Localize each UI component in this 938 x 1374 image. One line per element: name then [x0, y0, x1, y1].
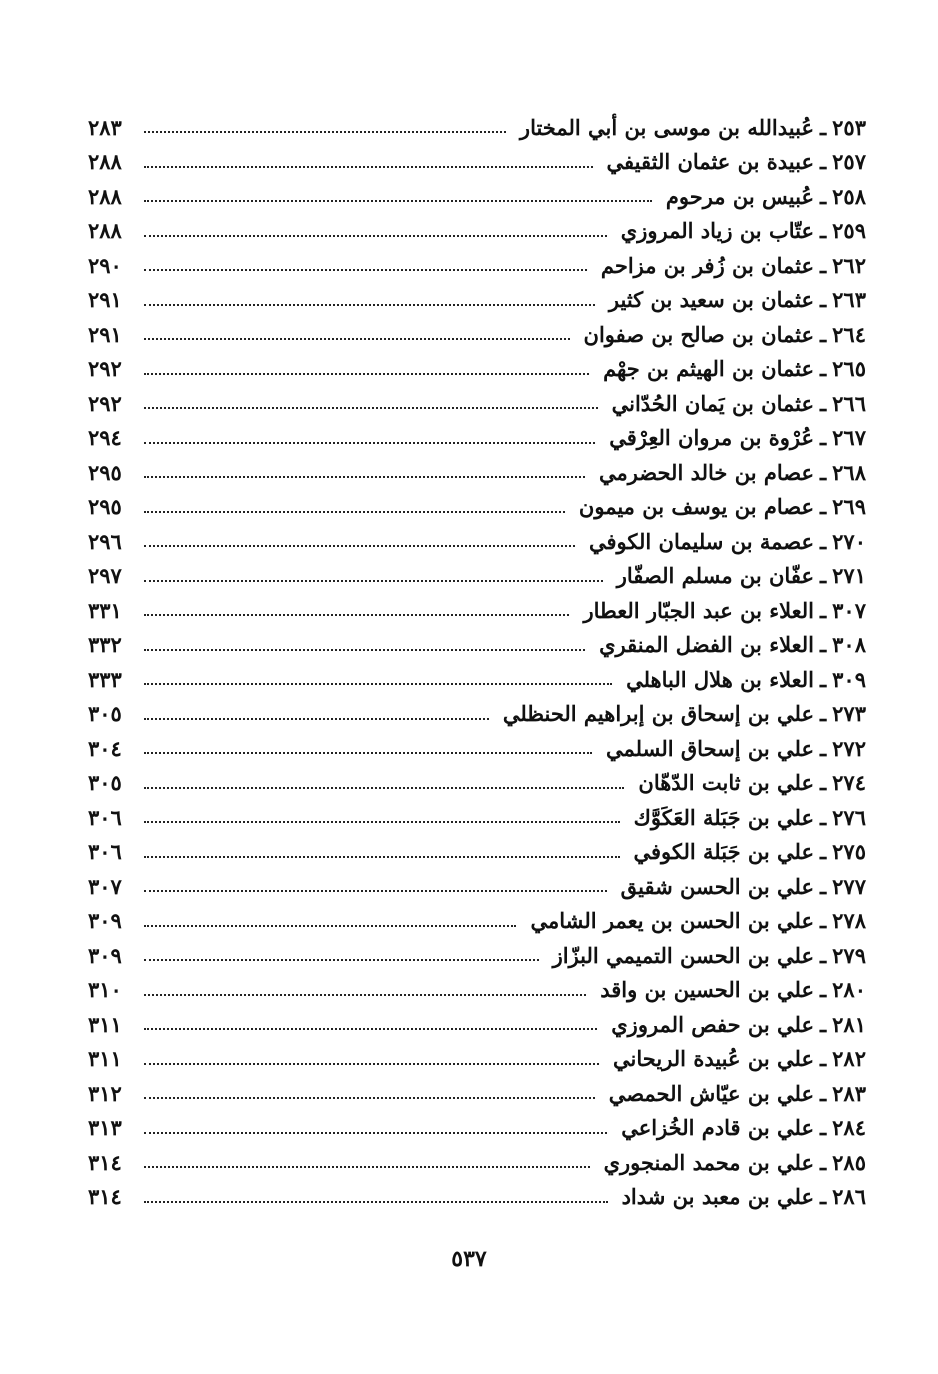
entry-name: علي بن ثابت الدّهّان [638, 770, 814, 796]
entry-number: ٢٨٠ [832, 977, 866, 1003]
entry-separator: ـ [820, 494, 827, 520]
entry-separator: ـ [820, 390, 827, 416]
entry-name: العلاء بن هلال الباهلي [626, 666, 814, 692]
entry-page-ref: ٣٣٣ [88, 666, 122, 692]
index-entry [88, 1145, 866, 1180]
entry-number: ٢٧٠ [832, 528, 866, 554]
dot-leader [144, 235, 607, 237]
entry-separator: ـ [820, 597, 827, 623]
dot-leader [144, 925, 516, 927]
entry-separator: ـ [820, 1011, 827, 1037]
entry-name: العلاء بن عبد الجبّار العطار [583, 597, 814, 623]
index-entry [88, 973, 866, 1008]
entry-name: عصمة بن سليمان الكوفي [589, 528, 814, 554]
entry-separator: ـ [820, 252, 827, 278]
dot-leader [144, 994, 586, 996]
entry-number: ٢٥٩ [832, 218, 866, 244]
dot-leader [144, 1201, 608, 1203]
entry-name: عصام بن يوسف بن ميمون [578, 494, 814, 520]
entry-number: ٢٥٣ [832, 114, 866, 140]
dot-leader [144, 476, 585, 478]
entry-separator: ـ [820, 942, 827, 968]
entry-separator: ـ [820, 183, 827, 209]
entry-page-ref: ٢٨٨ [88, 218, 122, 244]
entry-page-ref: ٢٨٨ [88, 149, 122, 175]
index-entry [88, 386, 866, 421]
entry-page-ref: ٣٣٢ [88, 632, 122, 658]
entry-separator: ـ [820, 770, 827, 796]
index-entry [88, 179, 866, 214]
entry-number: ٢٥٨ [832, 183, 866, 209]
entry-page-ref: ٣٠٥ [88, 701, 122, 727]
dot-leader [144, 1097, 595, 1099]
entry-number: ٢٨٢ [832, 1046, 866, 1072]
entry-name: علي بن الحسن بن يعمر الشامي [530, 908, 814, 934]
entry-page-ref: ٣٠٩ [88, 942, 122, 968]
entry-number: ٢٧٤ [832, 770, 866, 796]
entry-number: ٢٨٦ [832, 1184, 866, 1210]
entry-name: علي بن الحسن شقيق [620, 873, 814, 899]
entry-number: ٢٥٧ [832, 149, 866, 175]
entry-page-ref: ٢٩٢ [88, 390, 122, 416]
entry-separator: ـ [820, 1115, 827, 1141]
entry-name: علي بن جَبَلة العَكَوَّك [633, 804, 814, 830]
entry-name: علي بن قادم الخُزاعي [621, 1115, 814, 1141]
entry-separator: ـ [820, 459, 827, 485]
entry-page-ref: ٣١٤ [88, 1184, 122, 1210]
entry-name: عفّان بن مسلم الصفّار [616, 563, 814, 589]
entry-number: ٢٦٤ [832, 321, 866, 347]
entry-number: ٢٨٣ [832, 1080, 866, 1106]
index-entry [88, 1076, 866, 1111]
dot-leader [144, 545, 575, 547]
dot-leader [144, 442, 595, 444]
entry-page-ref: ٢٩١ [88, 321, 122, 347]
entry-number: ٢٦٩ [832, 494, 866, 520]
entry-name: عُبيدالله بن موسى بن أبي المختار [519, 114, 814, 140]
entry-name: علي بن الحسين بن واقد [600, 977, 814, 1003]
entry-page-ref: ٣٠٦ [88, 839, 122, 865]
entry-name: عثمان بن صالح بن صفوان [583, 321, 814, 347]
index-entry [88, 455, 866, 490]
entry-page-ref: ٢٩٤ [88, 425, 122, 451]
entry-separator: ـ [820, 701, 827, 727]
entry-separator: ـ [820, 1046, 827, 1072]
entry-number: ٢٦٥ [832, 356, 866, 382]
entry-page-ref: ٣٠٥ [88, 770, 122, 796]
entry-page-ref: ٢٩١ [88, 287, 122, 313]
entry-separator: ـ [820, 1184, 827, 1210]
entry-name: عثمان بن الهيثم بن جهْم [603, 356, 814, 382]
entry-name: العلاء بن الفضل المنقري [599, 632, 814, 658]
entry-page-ref: ٢٨٨ [88, 183, 122, 209]
index-entry [88, 110, 866, 145]
entry-name: عثمان بن سعيد بن كثير [608, 287, 814, 313]
dot-leader [144, 407, 598, 409]
entry-number: ٣٠٧ [832, 597, 866, 623]
dot-leader [144, 718, 489, 720]
dot-leader [144, 856, 620, 858]
index-entry [88, 283, 866, 318]
entry-number: ٢٦٣ [832, 287, 866, 313]
entry-page-ref: ٣٣١ [88, 597, 122, 623]
entry-separator: ـ [820, 321, 827, 347]
index-entry [88, 697, 866, 732]
dot-leader [144, 752, 592, 754]
entry-page-ref: ٣١٢ [88, 1080, 122, 1106]
entry-name: علي بن الحسن التميمي البزّاز [552, 942, 814, 968]
entry-page-ref: ٢٩٥ [88, 459, 122, 485]
entry-separator: ـ [820, 114, 827, 140]
entry-separator: ـ [820, 873, 827, 899]
entry-name: علي بن حفص المروزي [611, 1011, 814, 1037]
index-list [88, 110, 866, 1214]
entry-number: ٣٠٩ [832, 666, 866, 692]
index-entry [88, 1042, 866, 1077]
index-entry [88, 800, 866, 835]
entry-page-ref: ٣١٤ [88, 1149, 122, 1175]
index-entry [88, 938, 866, 973]
entry-number: ٢٧٣ [832, 701, 866, 727]
entry-separator: ـ [820, 804, 827, 830]
entry-number: ٢٧٦ [832, 804, 866, 830]
entry-number: ٣٠٨ [832, 632, 866, 658]
entry-page-ref: ٢٩٠ [88, 252, 122, 278]
entry-page-ref: ٢٩٥ [88, 494, 122, 520]
index-entry [88, 593, 866, 628]
entry-separator: ـ [820, 1149, 827, 1175]
entry-page-ref: ٢٩٦ [88, 528, 122, 554]
entry-page-ref: ٣١١ [88, 1011, 122, 1037]
dot-leader [144, 373, 589, 375]
index-entry [88, 421, 866, 456]
entry-separator: ـ [820, 666, 827, 692]
entry-name: علي بن جَبَلة الكوفي [633, 839, 814, 865]
entry-page-ref: ٢٩٧ [88, 563, 122, 589]
dot-leader [144, 131, 506, 133]
index-entry [88, 352, 866, 387]
dot-leader [144, 959, 539, 961]
entry-number: ٢٨٤ [832, 1115, 866, 1141]
dot-leader [144, 511, 565, 513]
entry-separator: ـ [820, 563, 827, 589]
entry-page-ref: ٣١٠ [88, 977, 122, 1003]
entry-separator: ـ [820, 1080, 827, 1106]
entry-name: علي بن عُبيدة الريحاني [613, 1046, 814, 1072]
entry-page-ref: ٣١٣ [88, 1115, 122, 1141]
dot-leader [144, 304, 595, 306]
index-entry [88, 904, 866, 939]
entry-name: علي بن إسحاق بن إبراهيم الحنظلي [502, 701, 814, 727]
index-entry [88, 145, 866, 180]
entry-name: عصام بن خالد الحضرمي [598, 459, 814, 485]
entry-number: ٢٦٨ [832, 459, 866, 485]
entry-number: ٢٦٦ [832, 390, 866, 416]
entry-page-ref: ٣٠٦ [88, 804, 122, 830]
dot-leader [144, 1166, 590, 1168]
dot-leader [144, 580, 603, 582]
index-entry [88, 214, 866, 249]
entry-page-ref: ٣٠٧ [88, 873, 122, 899]
dot-leader [144, 1063, 599, 1065]
index-entry [88, 766, 866, 801]
dot-leader [144, 614, 569, 616]
dot-leader [144, 787, 624, 789]
entry-number: ٢٦٧ [832, 425, 866, 451]
entry-separator: ـ [820, 528, 827, 554]
index-entry [88, 662, 866, 697]
index-entry [88, 869, 866, 904]
entry-name: عُرْوة بن مروان العِرْقي [609, 425, 814, 451]
entry-separator: ـ [820, 735, 827, 761]
entry-number: ٢٧٨ [832, 908, 866, 934]
index-entry [88, 248, 866, 283]
index-entry [88, 628, 866, 663]
entry-page-ref: ٣١١ [88, 1046, 122, 1072]
index-entry [88, 1111, 866, 1146]
dot-leader [144, 649, 585, 651]
index-entry [88, 731, 866, 766]
dot-leader [144, 1132, 607, 1134]
dot-leader [144, 269, 587, 271]
entry-name: علي بن عيّاش الحمصي [608, 1080, 814, 1106]
dot-leader [144, 200, 652, 202]
index-entry [88, 559, 866, 594]
entry-name: علي بن معبد بن شداد [621, 1184, 814, 1210]
dot-leader [144, 821, 620, 823]
entry-separator: ـ [820, 287, 827, 313]
dot-leader [144, 166, 593, 168]
entry-name: عثمان بن يَمان الحُدّاني [611, 390, 814, 416]
entry-name: عثمان بن زُفر بن مزاحم [600, 252, 814, 278]
index-entry [88, 1180, 866, 1215]
dot-leader [144, 1028, 597, 1030]
entry-name: عُبيس بن مرحوم [665, 183, 814, 209]
entry-number: ٢٨٥ [832, 1149, 866, 1175]
entry-name: عبيدة بن عثمان الثقيفي [606, 149, 814, 175]
entry-number: ٢٧٥ [832, 839, 866, 865]
page-number: ٥٣٧ [451, 1246, 487, 1272]
entry-name: علي بن إسحاق السلمي [606, 735, 814, 761]
entry-separator: ـ [820, 977, 827, 1003]
index-entry [88, 317, 866, 352]
entry-number: ٢٧٩ [832, 942, 866, 968]
entry-page-ref: ٢٩٢ [88, 356, 122, 382]
entry-separator: ـ [820, 839, 827, 865]
entry-name: علي بن محمد المنجوري [603, 1149, 814, 1175]
entry-number: ٢٧٢ [832, 735, 866, 761]
entry-name: عتّاب بن زياد المروزي [620, 218, 814, 244]
index-entry [88, 490, 866, 525]
entry-separator: ـ [820, 218, 827, 244]
index-entry [88, 524, 866, 559]
entry-number: ٢٧١ [832, 563, 866, 589]
entry-separator: ـ [820, 425, 827, 451]
dot-leader [144, 683, 612, 685]
index-entry [88, 835, 866, 870]
entry-separator: ـ [820, 356, 827, 382]
index-entry [88, 1007, 866, 1042]
entry-separator: ـ [820, 149, 827, 175]
entry-separator: ـ [820, 908, 827, 934]
entry-number: ٢٨١ [832, 1011, 866, 1037]
entry-page-ref: ٣٠٤ [88, 735, 122, 761]
dot-leader [144, 890, 607, 892]
entry-number: ٢٦٢ [832, 252, 866, 278]
entry-page-ref: ٣٠٩ [88, 908, 122, 934]
dot-leader [144, 338, 570, 340]
entry-separator: ـ [820, 632, 827, 658]
entry-page-ref: ٢٨٣ [88, 114, 122, 140]
entry-number: ٢٧٧ [832, 873, 866, 899]
